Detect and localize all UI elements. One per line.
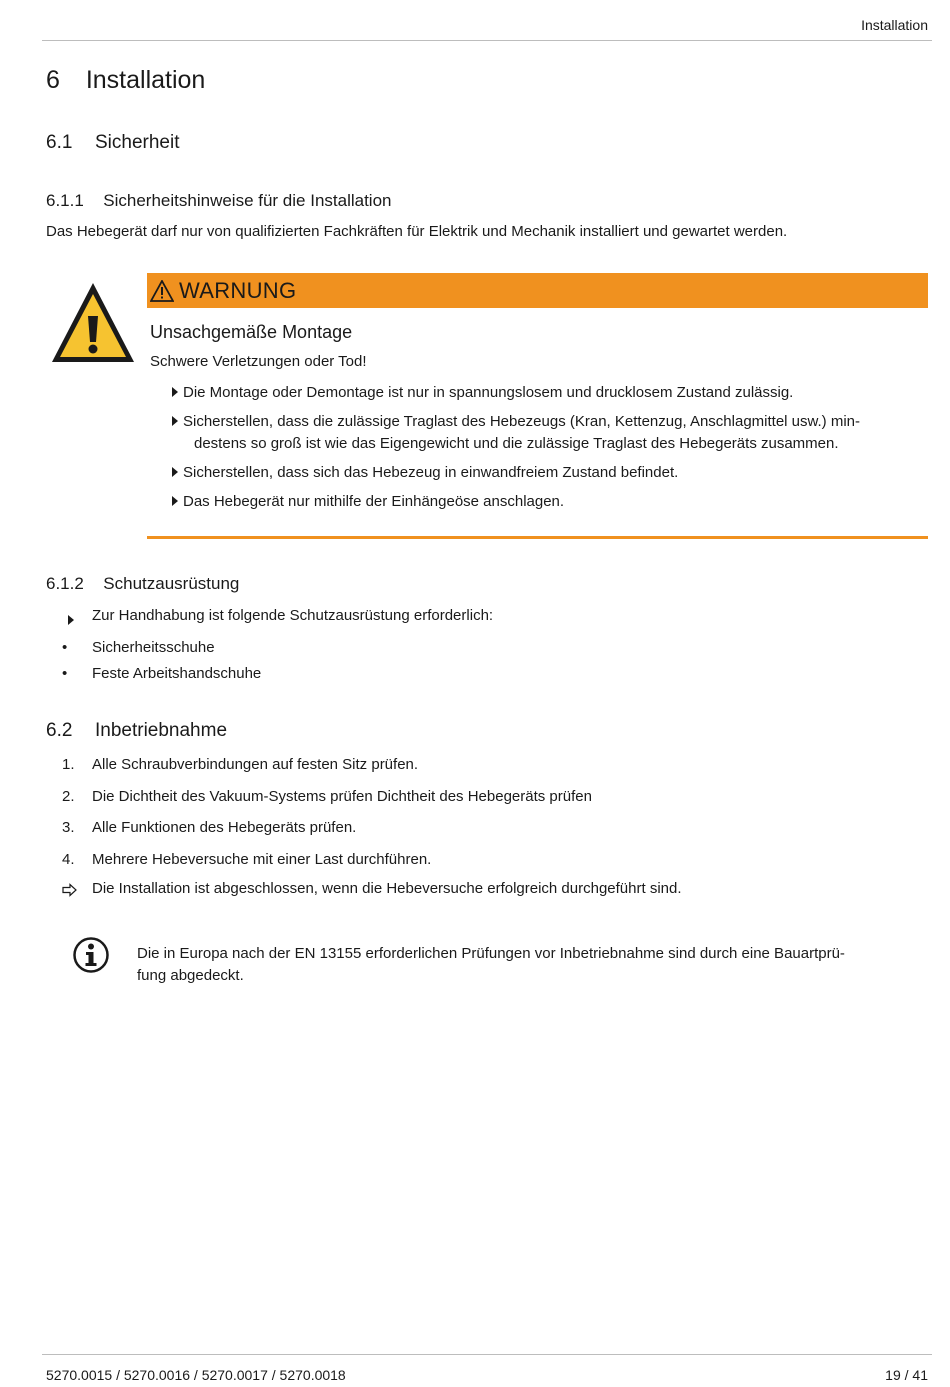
section-6-1-heading (46, 132, 179, 154)
bullet-dot-icon: • (62, 639, 68, 656)
warning-consequence: Schwere Verletzungen oder Tod! (150, 353, 367, 370)
warning-bottom-rule (147, 536, 928, 539)
warning-banner (147, 273, 928, 308)
section-6-1-2-heading (46, 574, 239, 594)
arrow-bullet-icon (172, 416, 178, 426)
section-title: Sicherheitshinweise für die Installation (103, 191, 392, 210)
section-number: 6.1.1 (46, 191, 84, 210)
section-number: 6.1 (46, 132, 73, 153)
header-rule (42, 40, 932, 41)
arrow-bullet-icon (172, 467, 178, 477)
warning-small-icon (150, 280, 174, 302)
chapter-title-text: Installation (85, 66, 206, 94)
warning-heading: Unsachgemäße Montage (150, 322, 353, 342)
chapter-title (46, 66, 205, 95)
warning-triangle-icon (48, 278, 138, 368)
section-title: Inbetriebnahme (94, 720, 228, 741)
footer-rule (42, 1354, 932, 1355)
section-title: Sicherheit (94, 132, 180, 153)
section-number: 6.2 (46, 720, 73, 741)
warning-item: Sicherstellen, dass die zulässige Traglast des Hebezeugs (Kran, Kettenzug, Anschlagmittel usw.) min- destens so groß ist wie das Eigengewicht und die zulässige Traglast des Hebegeräts zusammen. (172, 411, 912, 455)
warning-item: Sicherstellen, dass sich das Hebezeug in einwandfreiem Zustand befindet. (172, 462, 912, 484)
warning-signal-word: WARNUNG (179, 277, 297, 303)
footer-doc-numbers: 5270.0015 / 5270.0016 / 5270.0017 / 5270.0018 (46, 1367, 346, 1383)
arrow-bullet-icon (172, 496, 178, 506)
warning-item: Das Hebegerät nur mithilfe der Einhängeöse anschlagen. (172, 491, 912, 513)
section-title: Schutzausrüstung (103, 574, 240, 593)
section-number: 6.1.2 (46, 574, 84, 593)
footer-page-number: 19 / 41 (885, 1367, 928, 1383)
arrow-bullet-icon (172, 387, 178, 397)
warning-item: Die Montage oder Demontage ist nur in spannungslosem und drucklosem Zustand zulässig. (172, 382, 912, 404)
chapter-number: 6 (46, 66, 60, 94)
bullet-dot-icon: • (62, 665, 68, 682)
section-6-1-1-heading (46, 191, 392, 211)
arrow-bullet-icon (68, 615, 74, 625)
info-note-text: Die in Europa nach der EN 13155 erforderlichen Prüfungen vor Inbetriebnahme sind durch eine Bauartprü- fung abgedeckt. (137, 945, 845, 984)
result-arrow-icon (62, 880, 86, 901)
section-6-1-1-text: Das Hebegerät darf nur von qualifizierten Fachkräften für Elektrik und Mechanik installiert und gewartet werden. (46, 223, 788, 240)
info-icon (72, 936, 110, 974)
section-6-2-heading (46, 720, 227, 742)
running-header: Installation (861, 17, 928, 33)
